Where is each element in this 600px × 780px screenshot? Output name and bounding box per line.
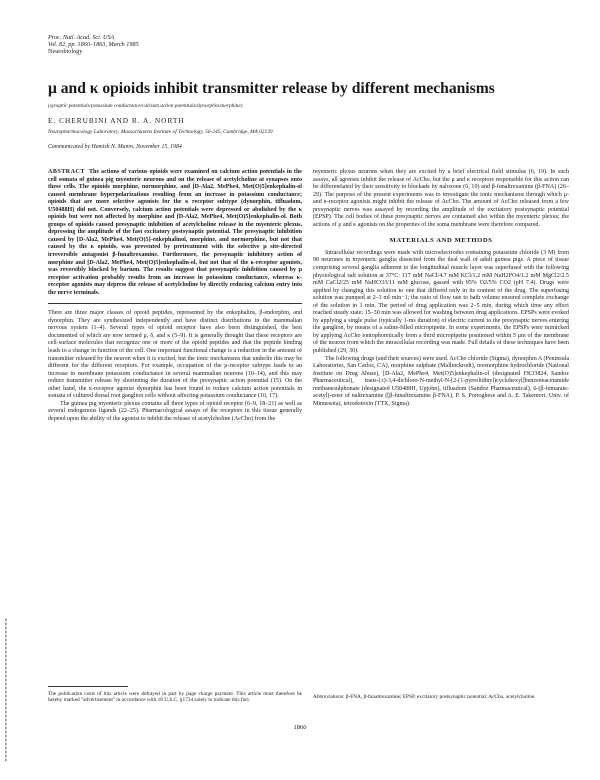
footnote-divider [48,686,128,687]
download-stamp: ▮▮▮▮▮▮▮▮▮▮▮▮▮▮▮▮▮▮▮▮▮▮▮▮▮▮▮▮▮▮▮▮▮▮▮▮ [4,618,8,762]
abstract [48,169,302,297]
abstract-text: The actions of various opioids were examined on calcium action potentials in the cell somata of guinea pig myenteric neurons and on the release of acetylcholine at synapses onto these cells. The opioids morphine, normorphine, and [D-Ala2, MePhe4, Met(O)5]enkephalin-ol caused membrane hyperpolarizations resulting from an increase in potassium conductance; opioids that are more selective agonists for the κ receptor subtype (dynorphin, tifluadom, U50488H) did not. Conversely, calcium action potentials were depressed or abolished by the κ opioids but were not affected by morphine and [D-Ala2, MePhe4, Met(O)5]enkephalin-ol. Both groups of opioids caused presynaptic inhibition of acetylcholine release in the myenteric plexus, depressing the amplitude of the fast excitatory postsynaptic potential. The presynaptic inhibition caused by [D-Ala2, MePhe4, Met(O)5]-enkephalinol, morphine, and normorphine, but not that caused by the κ opioids, was prevented by pretreatment with the selective μ site-directed irreversible antagonist β-funaltrexamine. Furthermore, the presynaptic inhibitory action of morphine and [D-Ala2, MePhe4, Met(O)5]enkephalin-ol, but not that of the κ-receptor agonists, was reversibly blocked by barium. The results suggest that presynaptic inhibition caused by μ receptor activation probably results from an increase in potassium conductance, whereas κ-receptor agonists may depress the release of acetylcholine by directly reducing calcium entry into the nerve terminals. [48,169,302,296]
page-number: 1860 [293,724,307,731]
methods-paragraph-2: The following drugs (and their sources) were used. AcCho chloride (Sigma), dynorphin A (Peninsula Laboratories, San Carlos, CA), morphine sulphate (Mallinckrodt), normorphine hydrochloride (National Institute on Drug Abuse), [D-Ala2, MePhe4, Met(O)5]enkephalin-ol (designated FK33824, Sandoz Pharmaceutical), trans-(±)-3,4-dichloro-N-methyl-N-[2-(1-pyrrolidinyl)cyclohexyl]benzeneacetamide methanesulphonate (designated U50488H, Upjohn), tifluadom (Sandoz Pharmaceutical), 6-(β-fumarate-acetyl)-ester of naltrexamine ([β-funaltrexamine β-FNA), P. S. Portoghese and A. E. Takemori, Univ. of Minnesota), tetrodotoxin (TTX, Sigma). [313,355,570,407]
right-column [313,169,569,408]
intro-paragraph-2: The guinea pig myenteric plexus contains all three types of opioid receptor (6–9, 18–21) as well as several endogenous ligands (22–25). Pharmacological assays of the receptors in this tissue generally depend upon the ability of the agonist to inhibit the release of acetylcholine (AcCho) from the [48,400,302,422]
article-title: μ and κ opioids inhibit transmitter release by different mechanisms [48,80,495,97]
journal-name: Proc. Natl. Acad. Sci. USA [48,34,115,41]
abbreviations-footnote: Abbreviations: β-FNA, β-funaltrexamine; EPSP, excitatory postsynaptic potential; AcCho, acetylcholine. [313,694,536,700]
intro-continuation: myenteric plexus neurons when they are excited by a brief electrical field stimulus (6, 19). In such assays, all agonists inhibit the release of AcCho, but the μ and κ receptors responsible for this action can be differentiated by their sensitivity to blockade by naloxone (6, 19) and β-funaltrexamine (β-FNA) (26–29). The purpose of the present experiments was to investigate the ionic mechanisms through which μ- and κ-receptor agonists might inhibit the release of AcCho. The amount of AcCho released from a few presynaptic nerves was assayed by recording the amplitude of the excitatory postsynaptic potential (EPSP). The cell bodies of these presynaptic nerves are contained also within the myenteric plexus; the actions of μ and κ agonists on the properties of the soma membrane were therefore compared. [313,169,569,228]
intro-paragraph-1: There are three major classes of opioid peptides, represented by the enkephalins, β-endorphin, and dynorphin. They are synthesized independently and have distinct distributions in the mammalian nervous system (1–4). Several types of opioid receptor have also been distinguished, the best documented of which are now termed μ, δ, and κ (5–9). It is generally thought that these receptors are cell-surface molecules that recognize one or more of the opioid peptides and that the peptide binding leads to a change in function of the cell. One important functional change is a reduction in the amount of transmitter released by the neuron when it is excited, but the ionic mechanisms that underlie this may be different for the different receptors. For example, occupation of the μ-receptor subtype leads to an increase in membrane potassium conductance in several mammalian neurons (10–14), and this may reduce transmitter release by shortening the duration of the presynaptic action potential (15). On the other hand, the κ-receptor agonist dynorphin has been found to reduce calcium action potentials in somata of cultured dorsal root ganglion cells without affecting potassium conductance (16, 17). [48,310,302,400]
methods-paragraph-1: Intracellular recordings were made with microelectrodes containing potassium chloride (3 M) from 98 neurones in myenteric ganglia dissected from the ileal wall of adult guinea pigs. A piece of tissue comprising several ganglia adherent to the longitudinal muscle layer was superfused with the following physiological salt solution at 37°C: 117 mM NaCl/4.7 mM KCl/1.2 mM NaH2PO4/1.2 mM MgCl2/2.5 mM CaCl2/25 mM NaHCO3/11 mM glucose, gassed with 95% O2/5% CO2 (pH 7.4). Drugs were applied by changing this solution to one that differed only in its content of the drug. The superfusing solution was pumped at 2–3 ml·min−1; the ratio of flow rate to bath volume ensured complete exchange of the solution in 1 min. The period of drug application was 2–5 min, during which time any effect reached steady state; 15–30 min was allowed for washing between drug applications. EPSPs were evoked by applying a single pulse (typically 1-ms duration) of electric current to the presynaptic nerves entering the ganglion, by means of a saline-filled micropipette. In some experiments, the EPSPs were mimicked by applying AcCho iontophoretically from a third micropipette positioned within 5 μm of the membrane of the neuron from which the intracellular recording was made. Full details of these techniques have been published (29, 30). [313,249,569,355]
journal-section: Neurobiology [48,48,83,56]
publication-footnote: The publication costs of this article were defrayed in part by page charge payment. This article must therefore be hereby marked "advertisement" in accordance with 18 U.S.C. §1734 solely to indicate this fact. [48,691,302,704]
left-column [48,169,302,424]
affiliation: Neuropharmacology Laboratory, Massachusetts Institute of Technology, 56-245, Cambridge, MA 02139 [48,129,273,135]
authors: E. CHERUBINI AND R. A. NORTH [48,116,185,125]
journal-volume: Vol. 82, pp. 1860–1863, March 1985 [48,41,139,49]
keywords: (synaptic potentials/potassium conductance/calcium action potentials/dynorphin/morphine) [48,103,243,109]
methods-heading: MATERIALS AND METHODS [389,237,493,245]
communicated-by: Communicated by Hamish N. Munro, November 15, 1984 [48,144,182,150]
journal-header [48,34,139,56]
abstract-label: ABSTRACT [48,169,85,175]
abstract-divider [48,303,302,304]
